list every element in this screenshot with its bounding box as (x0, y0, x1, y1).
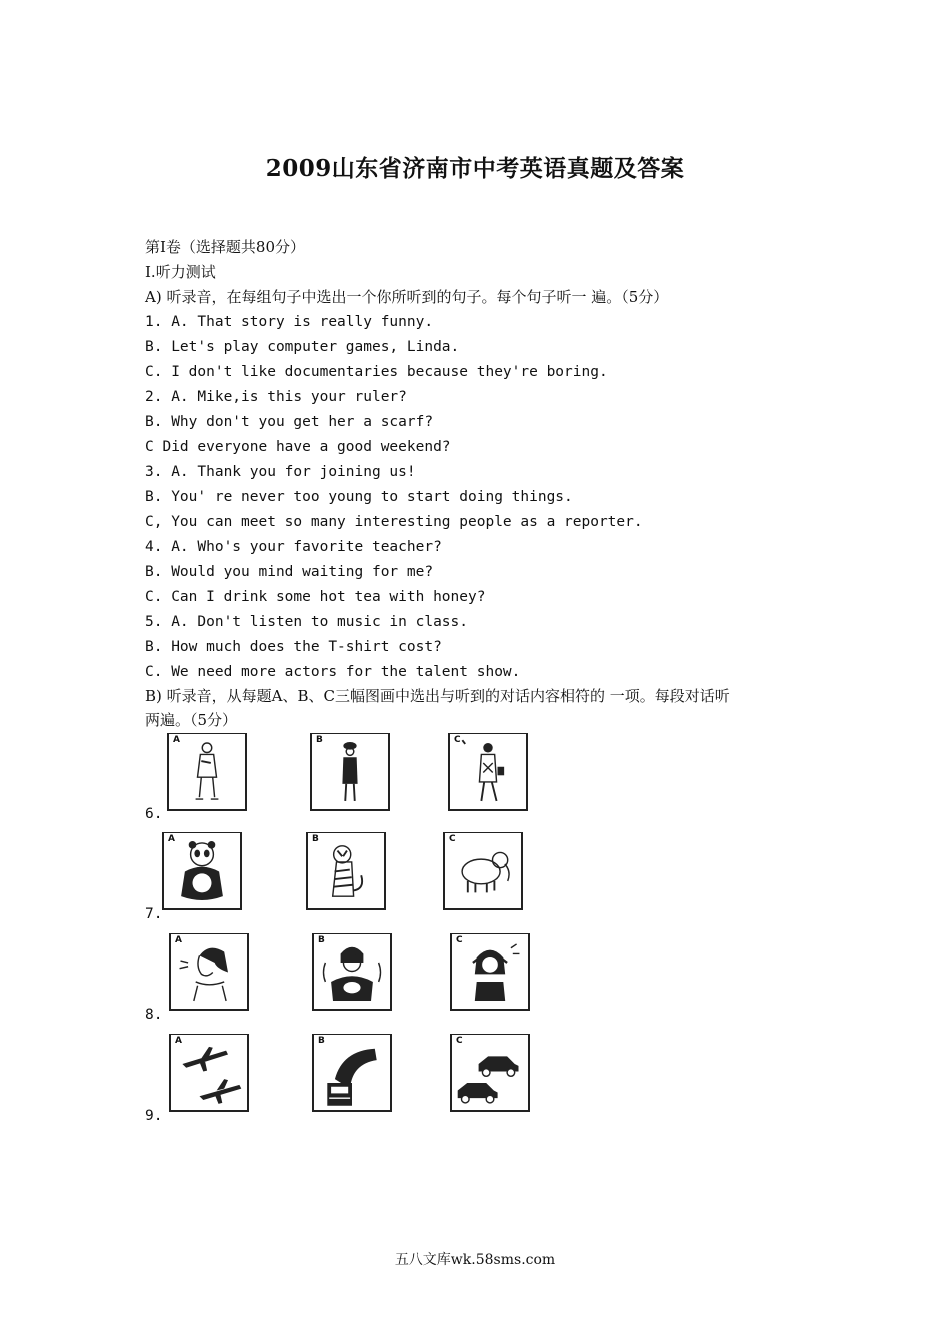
sentence-line: B. You' re never too young to start doing things. (145, 489, 573, 505)
q6-option-c-picture: C (448, 733, 528, 811)
cars-icon (452, 1035, 528, 1110)
sentence-line: C Did everyone have a good weekend? (145, 439, 451, 455)
q8-option-b-picture: B (312, 933, 392, 1011)
woman-figure-icon (312, 734, 388, 809)
woman-bag-figure-icon (450, 734, 526, 809)
question-number-6: 6. (145, 806, 163, 822)
q6-option-a-picture: A (167, 733, 247, 811)
sentence-line: 5. A. Don't listen to music in class. (145, 614, 469, 630)
document-title: 2009山东省济南市中考英语真题及答案 (265, 155, 685, 182)
part-a-instruction: A) 听录音，在每组句子中选出一个你所听到的句子。每个句子听一 遍。（5分） (145, 288, 669, 306)
girl-figure-icon (169, 734, 245, 809)
question-number-8: 8. (145, 1007, 163, 1023)
panda-icon (164, 833, 240, 908)
tiger-icon (308, 833, 384, 908)
q8-option-c-picture: C (450, 933, 530, 1011)
sentence-line: B. Why don't you get her a scarf? (145, 414, 434, 430)
q7-option-b-picture: B (306, 832, 386, 910)
sentence-line: B. Would you mind waiting for me? (145, 564, 434, 580)
question-number-7: 7. (145, 906, 163, 922)
sentence-line: 3. A. Thank you for joining us! (145, 464, 416, 480)
sentence-line: 2. A. Mike,is this your ruler? (145, 389, 407, 405)
footer-watermark: 五八文库wk.58sms.com (394, 1252, 556, 1268)
q8-option-a-picture: A (169, 933, 249, 1011)
part-b-instruction-cont: 两遍。（5分） (145, 711, 238, 729)
question-number-9: 9. (145, 1108, 163, 1124)
q9-option-a-picture: A (169, 1034, 249, 1112)
train-icon (314, 1035, 390, 1110)
sentence-line: C. Can I drink some hot tea with honey? (145, 589, 486, 605)
sentence-line: B. Let's play computer games, Linda. (145, 339, 460, 355)
girl-cold-icon (314, 934, 390, 1009)
headache-icon (452, 934, 528, 1009)
elephant-icon (445, 833, 521, 908)
q9-option-b-picture: B (312, 1034, 392, 1112)
sentence-line: 4. A. Who's your favorite teacher? (145, 539, 442, 555)
sentence-line: C. I don't like documentaries because they're boring. (145, 364, 608, 380)
q7-option-c-picture: C (443, 832, 523, 910)
section-title: I.听力测试 (145, 263, 216, 281)
girl-sneezing-icon (171, 934, 247, 1009)
sentence-line: 1. A. That story is really funny. (145, 314, 434, 330)
sentence-line: B. How much does the T-shirt cost? (145, 639, 442, 655)
volume-header: 第Ⅰ卷（选择题共80分） (145, 238, 306, 256)
q7-option-a-picture: A (162, 832, 242, 910)
planes-icon (171, 1035, 247, 1110)
q9-option-c-picture: C (450, 1034, 530, 1112)
part-b-instruction: B) 听录音，从每题A、B、C三幅图画中选出与听到的对话内容相符的 一项。每段对话听 (145, 687, 730, 705)
sentence-line: C. We need more actors for the talent show. (145, 664, 521, 680)
q6-option-b-picture: B (310, 733, 390, 811)
sentence-line: C, You can meet so many interesting people as a reporter. (145, 514, 643, 530)
